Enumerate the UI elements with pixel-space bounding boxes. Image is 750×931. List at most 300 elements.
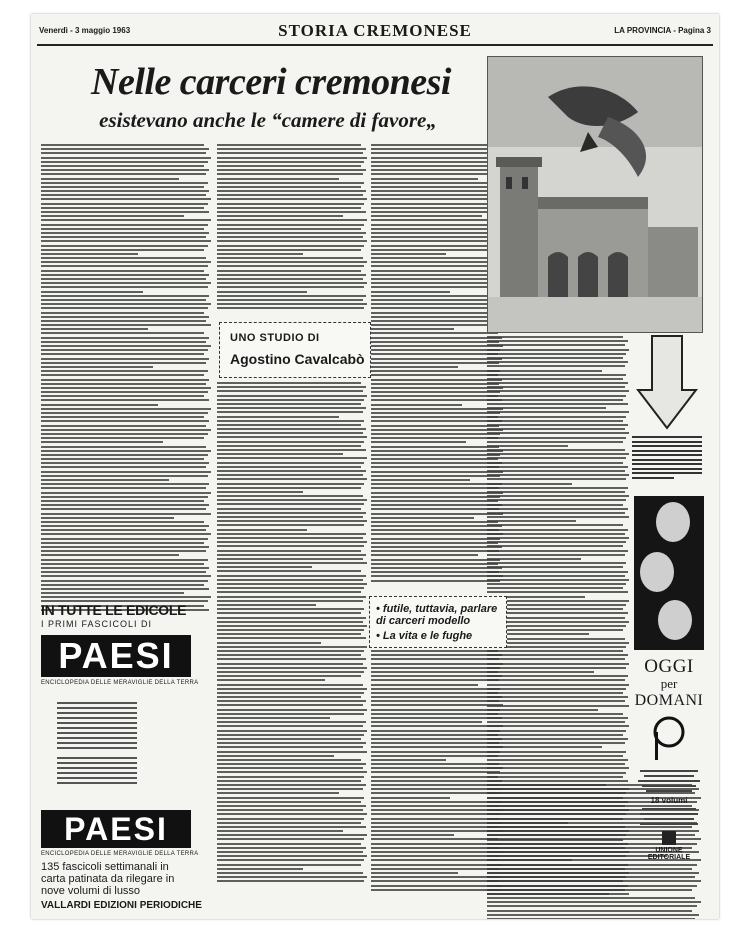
text-line <box>371 328 454 330</box>
text-line <box>217 650 364 652</box>
text-line <box>217 245 364 247</box>
box-author-name: Agostino Cavalcabò <box>230 351 365 367</box>
text-line <box>487 466 628 468</box>
text-line <box>371 157 503 159</box>
text-line <box>371 215 482 217</box>
text-line <box>217 671 364 673</box>
text-line <box>217 403 361 405</box>
text-line <box>41 580 208 582</box>
text-line <box>487 504 623 506</box>
text-line <box>217 386 366 388</box>
text-line <box>41 307 208 309</box>
text-line <box>217 872 363 874</box>
text-line <box>371 654 502 656</box>
text-line <box>487 734 623 736</box>
text-line <box>217 466 361 468</box>
text-line <box>487 529 628 531</box>
text-line <box>217 161 364 163</box>
text-line <box>217 717 330 719</box>
text-line <box>217 575 366 577</box>
text-line <box>217 822 361 824</box>
text-line <box>371 194 499 196</box>
text-line <box>217 198 367 200</box>
text-line <box>217 658 366 660</box>
text-line <box>487 424 628 426</box>
text-line <box>371 851 503 853</box>
text-line <box>217 224 364 226</box>
text-line <box>371 792 500 794</box>
text-line <box>371 859 498 861</box>
text-line <box>41 332 204 334</box>
ad-paesi-subline: I PRIMI FASCICOLI DI <box>41 619 153 629</box>
text-line <box>41 454 208 456</box>
text-line <box>217 868 303 870</box>
ad-paesi-info: 135 fascicoli settimanali in carta patinata da rilegare in nove volumi di lusso <box>41 861 175 897</box>
text-line <box>487 675 628 677</box>
text-line <box>487 520 576 522</box>
text-line <box>217 583 367 585</box>
text-line <box>217 797 364 799</box>
text-line <box>487 449 625 451</box>
text-line <box>41 274 209 276</box>
text-line <box>217 420 364 422</box>
text-line <box>217 462 364 464</box>
text-line <box>487 390 629 392</box>
text-line <box>487 642 629 644</box>
text-line <box>487 483 572 485</box>
text-line <box>371 429 503 431</box>
text-line <box>487 478 626 480</box>
text-line <box>371 788 503 790</box>
text-line <box>487 612 628 614</box>
text-line <box>41 245 208 247</box>
text-line <box>487 780 628 782</box>
text-line <box>41 165 204 167</box>
ad-paesi-publisher: VALLARDI EDIZIONI PERIODICHE <box>41 900 202 911</box>
text-line <box>217 788 363 790</box>
text-line <box>217 236 363 238</box>
text-line <box>371 165 498 167</box>
photo-caption <box>632 436 702 481</box>
text-line <box>41 190 209 192</box>
photo-illustration <box>488 57 702 332</box>
text-line <box>217 173 363 175</box>
text-line <box>371 395 498 397</box>
text-line <box>217 215 343 217</box>
text-line <box>487 445 568 447</box>
text-line <box>371 771 500 773</box>
paesi-logo: PAESI <box>41 635 191 677</box>
text-line <box>217 545 364 547</box>
text-line <box>371 675 502 677</box>
text-line <box>217 194 363 196</box>
text-line <box>371 441 466 443</box>
text-line <box>487 658 625 660</box>
text-line <box>217 570 361 572</box>
text-line <box>41 546 209 548</box>
text-line <box>371 650 498 652</box>
text-line <box>41 575 211 577</box>
text-line <box>371 868 499 870</box>
text-line <box>217 228 361 230</box>
text-line <box>487 591 628 593</box>
text-line <box>371 475 500 477</box>
text-line <box>487 541 626 543</box>
text-line <box>371 324 503 326</box>
text-line <box>487 353 626 355</box>
text-line <box>217 709 367 711</box>
text-line <box>371 801 502 803</box>
text-line <box>217 876 367 878</box>
text-line <box>487 679 625 681</box>
text-line <box>371 198 503 200</box>
text-line <box>487 457 626 459</box>
text-line <box>371 224 500 226</box>
text-line <box>217 713 364 715</box>
text-line <box>41 529 206 531</box>
ad-oggi-fineprint-2 <box>634 808 704 825</box>
text-line <box>371 161 500 163</box>
text-line <box>41 446 206 448</box>
masthead-paper: LA PROVINCIA - Pagina 3 <box>614 26 711 35</box>
text-line <box>41 387 211 389</box>
text-line <box>217 663 363 665</box>
text-line <box>371 446 499 448</box>
text-line <box>487 374 626 376</box>
text-line <box>487 407 606 409</box>
text-line <box>371 437 498 439</box>
text-line <box>371 513 503 515</box>
text-line <box>41 257 206 259</box>
text-line <box>371 813 500 815</box>
text-line <box>371 717 502 719</box>
text-line <box>41 228 204 230</box>
text-line <box>41 538 208 540</box>
text-line <box>41 358 209 360</box>
text-line <box>371 780 502 782</box>
text-line <box>217 424 361 426</box>
text-line <box>371 554 478 556</box>
text-line <box>371 876 500 878</box>
text-line <box>371 776 498 778</box>
text-line <box>487 441 623 443</box>
text-line <box>41 328 148 330</box>
text-line <box>371 332 498 334</box>
text-line <box>371 236 499 238</box>
text-line <box>41 533 211 535</box>
text-line <box>371 671 498 673</box>
text-line <box>217 596 366 598</box>
text-line <box>217 411 363 413</box>
text-line <box>217 550 361 552</box>
text-line <box>487 625 626 627</box>
text-line <box>371 349 500 351</box>
text-line <box>371 580 500 582</box>
text-line <box>371 253 446 255</box>
text-line <box>217 755 334 757</box>
text-line <box>217 399 364 401</box>
text-line <box>41 224 208 226</box>
text-line <box>371 245 500 247</box>
text-line <box>217 240 367 242</box>
text-line <box>41 366 153 368</box>
text-line <box>41 399 209 401</box>
box-author-label: UNO STUDIO DI <box>230 332 320 344</box>
ad-oggi-fineprint <box>634 770 704 792</box>
text-line <box>41 391 208 393</box>
text-line <box>41 521 204 523</box>
text-line <box>217 684 363 686</box>
text-line <box>487 755 623 757</box>
text-line <box>41 157 211 159</box>
text-line <box>217 257 363 259</box>
text-line <box>41 542 204 544</box>
text-line <box>371 830 503 832</box>
text-line <box>371 529 499 531</box>
text-line <box>487 516 629 518</box>
text-line <box>217 730 367 732</box>
text-line <box>217 771 367 773</box>
text-line <box>217 157 367 159</box>
text-line <box>217 432 363 434</box>
text-line <box>371 173 499 175</box>
ad-oggi-per-domani <box>634 496 704 916</box>
text-line <box>41 425 206 427</box>
text-line <box>41 291 143 293</box>
text-line <box>217 487 361 489</box>
text-line <box>41 236 206 238</box>
text-line <box>217 784 366 786</box>
text-line <box>217 382 361 384</box>
text-line <box>371 864 502 866</box>
text-line <box>371 270 498 272</box>
text-line <box>371 207 498 209</box>
text-line <box>217 307 364 309</box>
text-line <box>371 688 500 690</box>
text-line <box>371 178 478 180</box>
text-line <box>487 671 594 673</box>
text-line <box>41 517 174 519</box>
text-line <box>41 194 206 196</box>
text-line <box>217 637 366 639</box>
text-line <box>487 608 623 610</box>
text-line <box>371 663 503 665</box>
text-line <box>217 529 307 531</box>
text-line <box>371 738 502 740</box>
text-line <box>487 571 628 573</box>
text-line <box>217 474 363 476</box>
text-line <box>371 341 499 343</box>
text-line <box>371 538 500 540</box>
text-line <box>487 667 626 669</box>
text-line <box>371 182 500 184</box>
text-line <box>487 709 598 711</box>
text-line <box>371 709 500 711</box>
text-line <box>371 450 503 452</box>
text-line <box>371 521 498 523</box>
text-line <box>487 763 625 765</box>
text-line <box>371 370 500 372</box>
text-line <box>217 249 361 251</box>
text-line <box>217 520 367 522</box>
text-line <box>487 629 623 631</box>
text-line <box>41 504 209 506</box>
text-line <box>41 383 206 385</box>
text-line <box>217 621 363 623</box>
text-line <box>487 399 623 401</box>
ad-paesi <box>41 594 211 911</box>
unione-editoriale-logo-icon <box>662 831 676 845</box>
text-line <box>217 704 363 706</box>
text-line <box>217 587 364 589</box>
text-line <box>217 801 361 803</box>
text-line <box>371 658 499 660</box>
text-line <box>217 441 364 443</box>
text-line <box>371 228 498 230</box>
text-line <box>41 441 163 443</box>
text-line <box>371 809 503 811</box>
text-line <box>217 859 364 861</box>
photo-cremona-square <box>487 56 703 333</box>
text-line <box>217 537 363 539</box>
text-line <box>371 152 499 154</box>
text-line <box>371 387 503 389</box>
text-line <box>487 524 623 526</box>
text-line <box>217 265 364 267</box>
text-line <box>487 600 629 602</box>
text-line <box>487 604 626 606</box>
text-line <box>371 353 498 355</box>
text-line <box>217 516 363 518</box>
text-line <box>217 186 361 188</box>
text-line <box>371 211 502 213</box>
text-line <box>371 730 500 732</box>
text-line <box>487 420 623 422</box>
text-line <box>217 675 361 677</box>
text-line <box>217 299 363 301</box>
text-line <box>487 370 602 372</box>
text-line <box>41 148 209 150</box>
text-line <box>371 700 499 702</box>
masthead <box>37 20 713 46</box>
text-line <box>371 805 499 807</box>
text-line <box>41 513 211 515</box>
text-line <box>217 491 303 493</box>
text-line <box>41 282 211 284</box>
text-line <box>41 487 206 489</box>
text-line <box>41 412 208 414</box>
text-line <box>371 487 499 489</box>
ad-oggi-domani: DOMANI <box>634 692 704 709</box>
text-line <box>487 893 609 895</box>
text-line <box>217 625 367 627</box>
text-line <box>371 721 482 723</box>
text-line <box>217 679 325 681</box>
text-line <box>217 688 367 690</box>
text-column-1 <box>41 144 211 613</box>
text-line <box>487 554 625 556</box>
text-line <box>217 792 339 794</box>
headline-main: Nelle carceri cremonesi <box>91 61 451 103</box>
text-line <box>217 558 363 560</box>
text-line <box>371 704 503 706</box>
text-line <box>371 257 499 259</box>
text-line <box>41 437 204 439</box>
text-line <box>41 253 138 255</box>
text-line <box>371 316 502 318</box>
text-line <box>371 391 500 393</box>
text-line <box>217 503 364 505</box>
text-line <box>41 404 158 406</box>
text-line <box>487 365 625 367</box>
text-line <box>487 382 628 384</box>
text-line <box>371 742 499 744</box>
text-line <box>41 286 208 288</box>
text-line <box>217 843 361 845</box>
text-line <box>371 379 502 381</box>
text-line <box>371 834 454 836</box>
ad-paesi-subtitle-2: ENCICLOPEDIA DELLE MERAVIGLIE DELLA TERRA <box>41 851 199 857</box>
ad-paesi-subtitle: ENCICLOPEDIA DELLE MERAVIGLIE DELLA TERRA <box>41 680 199 686</box>
text-line <box>487 725 629 727</box>
text-line <box>41 161 208 163</box>
text-line <box>41 186 204 188</box>
text-line <box>371 667 500 669</box>
text-line <box>371 345 503 347</box>
text-line <box>217 512 366 514</box>
text-line <box>371 725 503 727</box>
text-line <box>487 512 625 514</box>
text-line <box>41 341 206 343</box>
text-line <box>371 855 500 857</box>
text-line <box>41 198 211 200</box>
text-line <box>371 492 503 494</box>
text-line <box>217 390 363 392</box>
text-line <box>487 437 626 439</box>
text-line <box>41 420 209 422</box>
text-line <box>41 483 209 485</box>
text-line <box>217 211 366 213</box>
text-line <box>217 600 363 602</box>
text-line <box>217 449 366 451</box>
text-line <box>371 404 462 406</box>
text-line <box>217 445 361 447</box>
text-line <box>217 734 364 736</box>
text-line <box>41 324 211 326</box>
text-line <box>217 751 367 753</box>
text-line <box>371 412 500 414</box>
text-line <box>371 458 498 460</box>
arrow-down-icon <box>632 332 702 432</box>
text-line <box>41 554 179 556</box>
text-line <box>41 203 208 205</box>
text-line <box>371 533 503 535</box>
masthead-date: Venerdì - 3 maggio 1963 <box>39 26 131 35</box>
text-line <box>487 621 629 623</box>
text-line <box>371 186 498 188</box>
text-line <box>371 479 470 481</box>
text-line <box>41 265 208 267</box>
text-line <box>41 374 204 376</box>
text-line <box>371 471 503 473</box>
text-line <box>371 282 503 284</box>
text-line <box>41 349 208 351</box>
text-column-3a <box>371 144 503 584</box>
text-line <box>217 395 367 397</box>
text-line <box>217 286 364 288</box>
text-line <box>41 249 204 251</box>
text-line <box>371 784 499 786</box>
